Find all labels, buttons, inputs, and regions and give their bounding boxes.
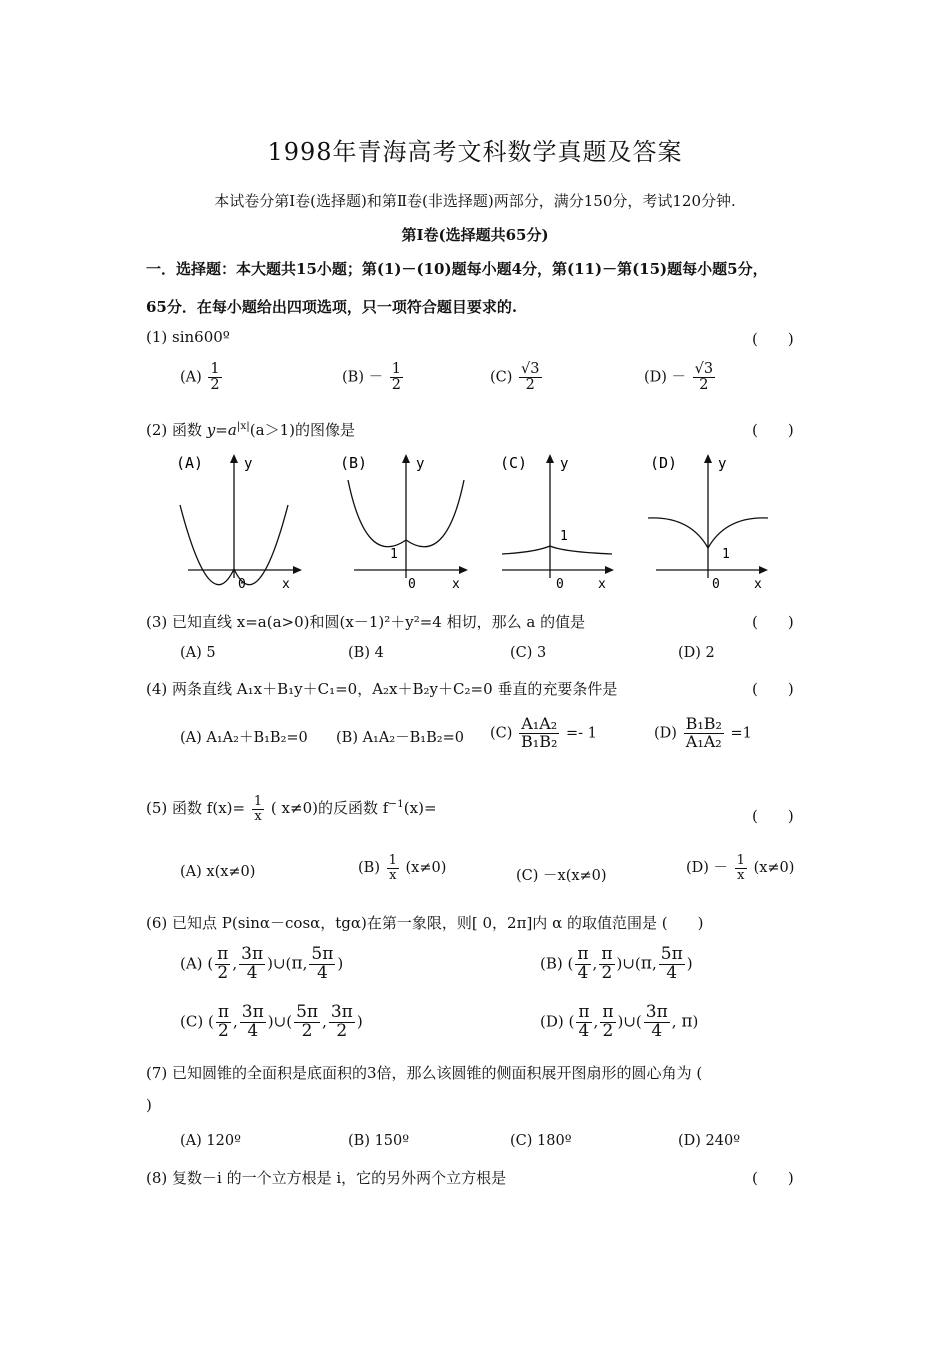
q5-option-b: (B) $\frac{1}{x}$ (x≠0)	[358, 853, 447, 883]
q7-option-b: (B) 150º	[348, 1133, 410, 1149]
svg-text:0: 0	[556, 577, 564, 592]
q3-option-a: (A) 5	[180, 645, 216, 661]
svg-text:0: 0	[712, 577, 720, 592]
svg-text:0: 0	[238, 577, 246, 592]
question-5-stem: (5) 函数 f(x)= $\frac{1}{x}$ ( x≠0)的反函数 $f^{-1}(x)=$	[146, 794, 437, 824]
graph-option-a	[170, 450, 310, 595]
q3-option-c: (C) 3	[510, 645, 547, 661]
q7-option-a: (A) 120º	[180, 1133, 241, 1149]
q1-option-b: (B) － $\frac{1}{2}$	[342, 361, 401, 394]
graph-a-label: (A)	[176, 454, 204, 472]
page-title: 1998年青海高考文科数学真题及答案	[267, 138, 683, 166]
svg-text:0: 0	[408, 577, 416, 592]
question-3-blank: ( )	[752, 613, 794, 631]
question-3-stem: (3) 已知直线 x=a(a>0)和圆(x－1)²＋y²=4 相切，那么 a 的值是	[146, 613, 586, 631]
svg-text:1: 1	[722, 547, 730, 562]
q3-option-b: (B) 4	[348, 645, 384, 661]
svg-text:x: x	[452, 577, 460, 592]
question-8-blank: ( )	[752, 1169, 794, 1187]
question-2-blank: ( )	[752, 421, 794, 439]
question-7-stem-close: )	[146, 1096, 152, 1114]
q5-option-a: (A) x(x≠0)	[180, 864, 256, 880]
q4-option-d: (D) $\frac{\text{B₁B₂}}{\text{A₁A₂}}$ =1	[654, 714, 752, 751]
q6-option-c: (C) ( $\frac{\pi}{2}$ , $\frac{3\pi}{4}$ )∪( $\frac{5\pi}{2}$ , $\frac{3\pi}{2}$ )	[180, 1002, 363, 1041]
svg-text:x: x	[282, 577, 290, 592]
q1-option-c: (C) $\frac{√3}{2}$	[490, 361, 540, 394]
svg-text:y: y	[416, 456, 425, 472]
graph-option-c	[496, 450, 626, 595]
graph-option-d	[646, 450, 776, 595]
graph-d-label: (D)	[650, 454, 678, 472]
svg-text:1: 1	[560, 529, 568, 544]
question-8-stem: (8) 复数－i 的一个立方根是 i，它的另外两个立方根是	[146, 1169, 507, 1187]
graph-b-label: (B)	[340, 454, 368, 472]
q6-option-a: (A) ( $\frac{\pi}{2}$ , $\frac{3\pi}{4}$ )∪(π, $\frac{5\pi}{4}$ )	[180, 944, 344, 983]
part-heading: 第Ⅰ卷(选择题共65分)	[401, 226, 549, 244]
question-6-stem: (6) 已知点 P(sinα－cosα，tgα)在第一象限，则[ 0，2π]内 α 的取值范围是 ( )	[146, 914, 704, 932]
graph-c-label: (C)	[500, 454, 528, 472]
q6-option-d: (D) ( $\frac{\pi}{4}$ , $\frac{\pi}{2}$ )∪( $\frac{3\pi}{4}$ , π)	[540, 1002, 699, 1041]
question-4-stem: (4) 两条直线 A₁x＋B₁y＋C₁=0，A₂x＋B₂y＋C₂=0 垂直的充要条件是	[146, 680, 618, 698]
q7-option-d: (D) 240º	[678, 1133, 741, 1149]
q3-option-d: (D) 2	[678, 645, 715, 661]
svg-text:1: 1	[390, 547, 398, 562]
section-instruction-line1: 一．选择题：本大题共15小题；第(1)－(10)题每小题4分，第(11)－第(15)题每小题5分，	[146, 260, 768, 278]
svg-text:y: y	[718, 456, 727, 472]
section-instruction-line2: 65分．在每小题给出四项选项，只一项符合题目要求的.	[146, 298, 518, 316]
question-2-stem: (2) 函数 $y=a^{|x|}(a>1)$的图像是	[146, 420, 355, 439]
q5-option-d: (D) － $\frac{1}{x}$ (x≠0)	[686, 853, 795, 883]
svg-text:y: y	[560, 456, 569, 472]
q1-option-a: (A) $\frac{1}{2}$	[180, 361, 220, 394]
question-7-stem: (7) 已知圆锥的全面积是底面积的3倍，那么该圆锥的侧面积展开图扇形的圆心角为 (	[146, 1064, 703, 1082]
question-1-stem: (1) sin600º	[146, 328, 230, 346]
q6-option-b: (B) ( $\frac{\pi}{4}$ , $\frac{\pi}{2}$ )∪(π, $\frac{5\pi}{4}$ )	[540, 944, 693, 983]
question-5-blank: ( )	[752, 807, 794, 825]
svg-text:x: x	[754, 577, 762, 592]
q4-option-c: (C) $\frac{\text{A₁A₂}}{\text{B₁B₂}}$ =- 1	[490, 714, 597, 751]
question-1-blank: ( )	[752, 330, 794, 348]
svg-text:x: x	[598, 577, 606, 592]
q7-option-c: (C) 180º	[510, 1133, 572, 1149]
graph-c-curve	[502, 546, 612, 554]
q4-option-b: (B) A₁A₂－B₁B₂=0	[336, 730, 464, 746]
q1-option-d: (D) － $\frac{√3}{2}$	[644, 361, 714, 394]
exam-intro: 本试卷分第Ⅰ卷(选择题)和第Ⅱ卷(非选择题)两部分，满分150分，考试120分钟.	[214, 192, 736, 210]
q5-option-c: (C) －x(x≠0)	[516, 868, 607, 884]
svg-text:y: y	[244, 456, 253, 472]
q4-option-a: (A) A₁A₂＋B₁B₂=0	[180, 730, 308, 746]
question-4-blank: ( )	[752, 680, 794, 698]
graph-option-b	[336, 450, 476, 595]
